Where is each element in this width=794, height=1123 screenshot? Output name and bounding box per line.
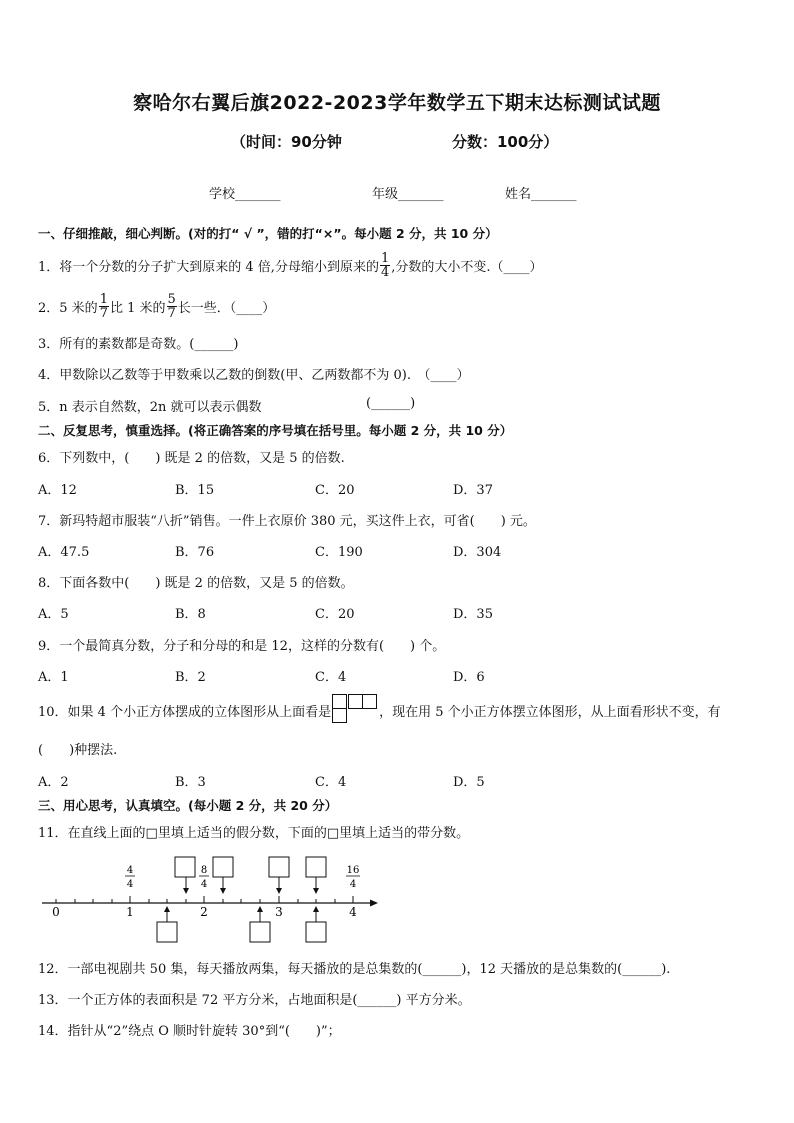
tick-label-2: 2 (200, 905, 208, 919)
question-12: 12．一部电视剧共 50 集，每天播放两集，每天播放的是总集数的(______)，12 天播放的是总集数的(______). (38, 962, 671, 977)
fraction-one-quarter: $\frac{1}{4}$ (380, 250, 390, 280)
svg-text:4: 4 (200, 879, 208, 890)
page-title: 察哈尔右翼后旗2022-2023学年数学五下期末达标测试试题 (133, 92, 661, 114)
q7-option-d: D．304 (453, 545, 502, 560)
svg-text:16: 16 (346, 865, 360, 876)
question-2-text-b: 比 1 米的 (109, 300, 166, 316)
q10-option-a: A．2 (38, 775, 69, 790)
fraction-five-sevenths: $\frac{5}{7}$ (167, 291, 176, 321)
q9-option-a: A．1 (38, 670, 69, 685)
answer-box-below-2[interactable] (250, 922, 270, 942)
minor-ticks (56, 896, 353, 903)
question-10-continued: ( )种摆法. (38, 743, 118, 758)
q10-option-d: D．5 (453, 775, 485, 790)
q6-option-c: C．20 (315, 483, 355, 498)
answer-box-above-4[interactable] (306, 857, 326, 877)
q7-option-c: C．190 (315, 545, 363, 560)
question-10-text-a: 10．如果 4 个小正方体摆成的立体图形从上面看是 (38, 704, 332, 720)
section-3-heading: 三、用心思考，认真填空。(每小题 2 分，共 20 分） (38, 798, 338, 813)
name-field: 姓名_______ (505, 187, 577, 202)
svg-text:4: 4 (126, 879, 134, 890)
tick-label-4: 4 (349, 905, 357, 919)
q9-option-b: B．2 (175, 670, 206, 685)
section-1-heading: 一、仔细推敲，细心判断。(对的打“ √ ”，错的打“×”。每小题 2 分，共 10 分） (38, 226, 498, 241)
q9-option-c: C．4 (315, 670, 347, 685)
q10-option-c: C．4 (315, 775, 347, 790)
question-2-text-a: 2．5 米的 (38, 300, 98, 316)
fraction-one-seventh: $\frac{1}{7}$ (99, 291, 108, 321)
question-2-text-c: 长一些．（____） (177, 300, 276, 316)
question-5: 5．n 表示自然数，2n 就可以表示偶数 (38, 400, 262, 415)
q10-option-b: B．3 (175, 775, 206, 790)
question-4: 4．甲数除以乙数等于甲数乘以乙数的倒数(甲、乙两数都不为 0). （____） (38, 368, 470, 383)
exam-time: （时间：90分钟 (231, 133, 342, 151)
q7-option-a: A．47.5 (38, 545, 90, 560)
question-10-text-b: ，现在用 5 个小正方体摆立体图形，从上面看形状不变，有 (379, 704, 721, 720)
q6-option-d: D．37 (453, 483, 493, 498)
exam-score: 分数：100分） (452, 133, 559, 151)
question-1-text-a: 1．将一个分数的分子扩大到原来的 4 倍,分母缩小到原来的 (38, 259, 379, 275)
question-7: 7．新玛特超市服装“八折”销售。一件上衣原价 380 元，买这件上衣，可省( ) 元。 (38, 514, 536, 529)
question-3: 3．所有的素数都是奇数。(______) (38, 337, 239, 352)
question-1 (38, 244, 543, 286)
q8-option-b: B．8 (175, 607, 206, 622)
section-2-heading: 二、反复思考，慎重选择。(将正确答案的序号填在括号里。每小题 2 分，共 10 分） (38, 423, 513, 438)
number-line-figure (36, 852, 381, 944)
top-view-figure (332, 694, 378, 726)
fraction-label-4-4 (125, 865, 135, 890)
q8-option-d: D．35 (453, 607, 493, 622)
svg-text:8: 8 (200, 865, 208, 876)
q8-option-c: C．20 (315, 607, 355, 622)
q6-option-a: A．12 (38, 483, 77, 498)
fraction-label-16-4 (346, 865, 360, 890)
q7-option-b: B．76 (175, 545, 215, 560)
answer-box-below-1[interactable] (157, 922, 177, 942)
tick-label-3: 3 (275, 905, 283, 919)
question-9: 9．一个最简真分数，分子和分母的和是 12，这样的分数有( ) 个。 (38, 639, 446, 654)
q6-option-b: B．15 (175, 483, 215, 498)
question-8: 8．下面各数中( ) 既是 2 的倍数，又是 5 的倍数。 (38, 576, 354, 591)
question-13: 13．一个正方体的表面积是 72 平方分米，占地面积是(______) 平方分米。 (38, 993, 471, 1008)
answer-box-above-1[interactable] (175, 857, 195, 877)
question-6: 6．下列数中，( ) 既是 2 的倍数，又是 5 的倍数. (38, 451, 345, 466)
axis-arrow-icon (370, 900, 378, 907)
grade-field: 年级_______ (372, 187, 444, 202)
answer-box-above-2[interactable] (213, 857, 233, 877)
question-11: 11．在直线上面的□里填上适当的假分数，下面的□里填上适当的带分数。 (38, 826, 470, 841)
svg-text:4: 4 (349, 879, 357, 890)
q9-option-d: D．6 (453, 670, 485, 685)
q8-option-a: A．5 (38, 607, 69, 622)
question-2 (38, 286, 275, 326)
tick-label-0: 0 (52, 905, 60, 919)
question-14: 14．指针从“2”绕点 O 顺时针旋转 30°到“( )”； (38, 1024, 341, 1039)
fraction-label-8-4 (199, 865, 209, 890)
school-field: 学校_______ (209, 187, 281, 202)
answer-box-above-3[interactable] (269, 857, 289, 877)
question-1-text-b: ,分数的大小不变.（____） (391, 259, 543, 275)
question-10 (38, 692, 721, 728)
tick-label-1: 1 (126, 905, 134, 919)
question-5-blank: (______) (366, 396, 416, 411)
answer-box-below-3[interactable] (306, 922, 326, 942)
svg-text:4: 4 (126, 865, 134, 876)
